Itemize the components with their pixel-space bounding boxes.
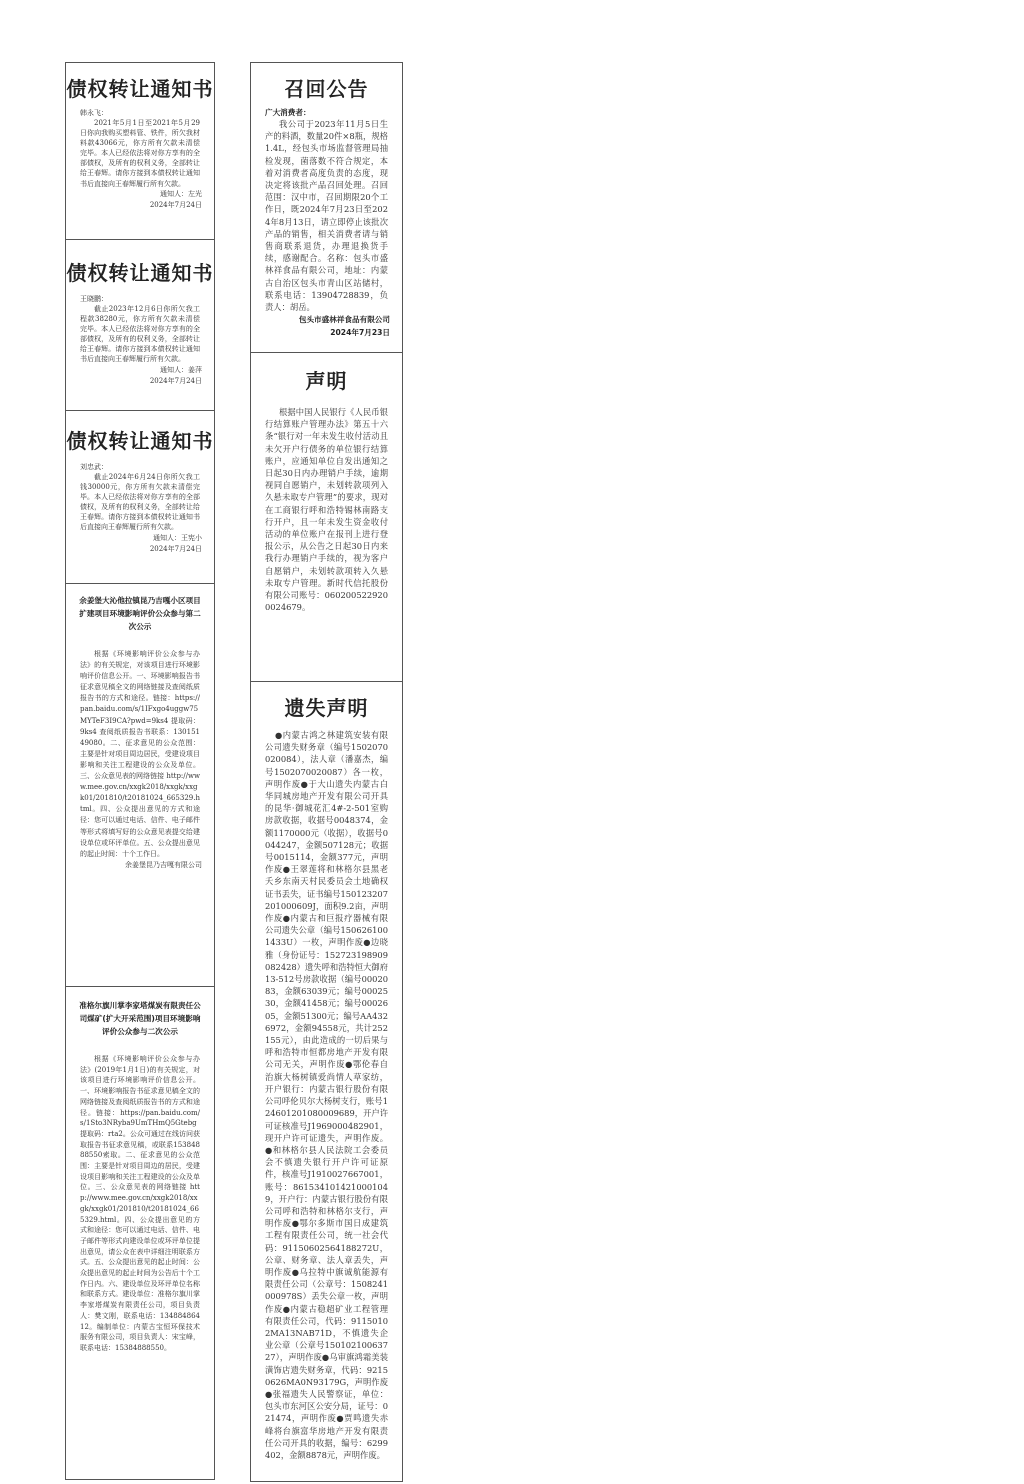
right-column — [250, 62, 403, 1460]
recall-notice-date: 2024年7月23日 — [330, 328, 390, 338]
eia-public-notice-1-body: 根据《环境影响评价公众参与办法》的有关规定，对该项目进行环境影响评价信息公开。一、环境影响报告书征求意见稿全文的网络链接及查阅纸质报告书的方式和途径。链接：https://pan.baidu.com/s/1IFxgo4uggw75MYTeF3I9CA?pwd=9ks4 提取码：9ks4 查阅纸质报告书联系：13015149080。二、征求意见的公众范围：主要是针对项目周边居民，受建设项目影响和关注工程建设的公众及单位。三、公众意见表的网络链接 http://www.mee.gov.cn/xxgk2018/xxgk/xxgk01/201810/t20181024_665329.html。四、公众提出意见的方式和途径：您可以通过电话、信件、电子邮件等形式将填写好的公众意见表提交给建设单位或环评单位。五、公众提出意见的起止时间：十个工作日。 — [80, 650, 200, 858]
debt-notice-2-title: 债权转让通知书 — [66, 261, 214, 285]
eia-public-notice-2-body: 根据《环境影响评价公众参与办法》(2019年1月1日)的有关规定，对该项目进行环境影响评价信息公开。一、环境影响报告书征求意见稿全文的网络链接及查阅纸质报告书的方式和途径。链接：https://pan.baidu.com/s/1Sto3NRyba9UmTHmQ5Gtebg 提取码：rta2。公众可通过在线访问获取报告书征求意见稿，或联系15384888550索取。二、征求意见的公众范围：主要是针对项目周边的居民，受建设项目影响和关注工程建设的公众及单位。三、公众意见表的网络链接 http://www.mee.gov.cn/xxgk2018/xxgk/xxgk01/201810/t20181024_665329.html。四、公众提出意见的方式和途径：您可以通过电话、信件、电子邮件等形式向建设单位或环评单位提出意见，请公众在表中详细注明联系方式。五、公众提出意见的起止时间：公众提出意见的起止时间为公告后十个工作日内。六、建设单位及环评单位名称和联系方式。建设单位：准格尔旗川掌李家塔煤炭有限责任公司，项目负责人：樊文刚，联系电话：13488486412。编制单位：内蒙古宝恒环保技术服务有限公司，项目负责人：宋宝峰，联系电话：15384888550。 — [80, 1055, 200, 1352]
recall-notice — [250, 62, 403, 353]
debt-notice-1-recipient: 韩永飞： — [80, 109, 108, 117]
debt-notice-3-date: 2024年7月24日 — [149, 544, 202, 553]
debt-notice-3-recipient: 刘忠武： — [80, 463, 108, 471]
debt-notice-2 — [65, 239, 215, 411]
debt-notice-3-body: 截止2024年6月24日你所欠我工钱30000元，你方所有欠款未清偿完毕。本人已经依法将对你方享有的全部债权，及所有的权利义务，全部转让给王春辉。请你方接到本债权转让通知书后直接向王春辉履行所有欠款。 — [80, 473, 200, 532]
debt-notice-1-signer: 通知人：左光 — [160, 189, 202, 198]
bank-statement — [250, 352, 403, 682]
debt-notice-3 — [65, 410, 215, 584]
debt-notice-2-date: 2024年7月24日 — [149, 376, 202, 385]
bank-statement-body: 根据中国人民银行《人民币银行结算账户管理办法》第五十六条“银行对一年未发生收付活动且未欠开户行债务的单位银行结算账户，应通知单位自发出通知之日起30日内办理销户手续，逾期视同自愿销户，未划转款项列入久悬未取专户管理”的要求，现对在工商银行呼和浩特锡林南路支行开户，且一年未发生资金收付活动的单位账户在报刊上进行登报公示，从公告之日起30日内来我行办理销户手续的，视为客户自愿销户，未划转款项转入久悬未取专户管理。新时代信托股份有限公司账号：0602005229200024679。 — [265, 407, 388, 613]
debt-notice-1-date: 2024年7月24日 — [149, 200, 202, 209]
recall-notice-title: 召回公告 — [284, 77, 369, 101]
lost-statement — [250, 681, 403, 1482]
eia-public-notice-2-title: 准格尔旗川掌李家塔煤炭有限责任公司煤矿(扩大开采范围)项目环境影响评价公众参与二次公示 — [79, 1001, 201, 1036]
recall-notice-company: 包头市盛林祥食品有限公司 — [298, 315, 390, 325]
debt-notice-3-title: 债权转让通知书 — [66, 429, 214, 453]
lost-statement-body: ●内蒙古鸿之林建筑安装有限公司遗失财务章（编号1502070020084），法人章（潘嘉杰，编号1502070020087）各一枚，声明作废●于大山遗失内蒙古白华同城房地产开发有限公司开具的昆华·御城花汇4#-2-501室购房款收据，收据号0048374，金额1170000元（收据），收据号0044247，金额507128元；收据号0015114，金额377元，声明作废●王翠莲将和林格尔县黑老夭乡东南天村民委员会土地确权证书丢失，证书编号150123207201000609J，面积9.2亩，声明作废●内蒙古和巨报疗器械有限公司遗失公章（编号1506261001433U）一枚，声明作废●边晓雅（身份证号：152723198909082428）遗失呼和浩特恒大御府13-512号房款收据（编号0002083，金额63039元；编号0002530，金额41458元；编号0002605，金额51300元；编号AA4326972，金额94558元，共计252155元），由此造成的一切后果与呼和浩特市恒都房地产开发有限公司无关，声明作废●鄂伦春自治旗大杨树镇爱尚情人草家纺，开户银行：内蒙古银行股份有限公司呼伦贝尔大杨树支行，账号124601201080009689，开户许可证核准号J1969000482901，现开户许可证遗失，声明作废。●和林格尔县人民法院工会委员会不慎遗失银行开户许可证原件，核准号J1910027667001，账号：8615341014210001049，开户行：内蒙古银行股份有限公司呼和浩特和林格尔支行，声明作废●鄂尔多斯市国日成建筑工程有限责任公司，统一社会代码：91150602564188272U，公章、财务章、法人章丢失，声明作废●乌拉特中旗诚航能源有限责任公司（公章号：1508241000978S）丢失公章一枚，声明作废●内蒙古稳超矿业工程管理有限责任公司，代码：91150102MA13NAB71D，不慎遗失企业公章（公章号15010210063727），声明作废●乌审旗鸿霜美装潢饰店遗失财务章，代码：92150626MA0N93179G，声明作废●张福遗失人民警察证，单位：包头市东河区公安分局，证号：021474，声明作废●贾鸣遗失赤峰将台旗富华房地产开发有限责任公司开具的收据，编号：6299402，金额8878元，声明作废。 — [265, 730, 388, 1460]
lost-statement-title: 遗失声明 — [284, 696, 369, 720]
eia-public-notice-1 — [65, 583, 215, 987]
debt-notice-2-recipient: 王晓鹏： — [80, 295, 108, 303]
eia-public-notice-1-signer: 余姜堡昆乃吉嘎有限公司 — [125, 860, 202, 869]
debt-notice-2-signer: 通知人：姜萍 — [160, 365, 202, 374]
recall-notice-recipient: 广大消费者： — [265, 108, 311, 117]
eia-public-notice-2 — [65, 986, 215, 1480]
left-column — [65, 62, 215, 1352]
recall-notice-body: 我公司于2023年11月5日生产的料酒，数量20件×8瓶，规格1.4L，经包头市场监督管理局抽检发现，菌落数不符合规定，本着对消费者高度负责的态度，现决定将该批产品召回处理。召回范围：汉中市，召回期限20个工作日，既2024年7月23日至2024年8月13日，请立即停止该批次产品的销售，相关消费者请与销售商联系退货，办理退换货手续，感谢配合。名称：包头市盛林祥食品有限公司，地址：内蒙古自治区包头市青山区站储村，联系电话：13904728839，负责人：胡岳。 — [265, 119, 388, 313]
bank-statement-title: 声明 — [305, 369, 348, 393]
debt-notice-1-body: 2021年5月1日至2021年5月29日你向我购买塑料管、铁件，所欠我材料款43066元，你方所有欠款未清偿完毕。本人已经依法将对你方享有的全部债权，及所有的权利义务，全部转让给王春辉。请你方接到本债权转让通知书后直接向王春辉履行所有欠款。 — [80, 119, 200, 188]
debt-notice-1 — [65, 62, 215, 240]
eia-public-notice-1-title: 余姜堡大沁他拉镇昆乃吉嘎小区项目扩建项目环境影响评价公众参与第二次公示 — [79, 596, 201, 631]
debt-notice-3-signer: 通知人：王宪小 — [153, 533, 202, 542]
debt-notice-1-title: 债权转让通知书 — [66, 77, 214, 101]
debt-notice-2-body: 截止2023年12月6日你所欠我工程款38280元，你方所有欠款未清偿完毕。本人已经依法将对你方享有的全部债权，及所有的权利义务，全部转让给王春辉。请你方接到本债权转让通知书后直接向王春辉履行所有欠款。 — [80, 305, 200, 364]
